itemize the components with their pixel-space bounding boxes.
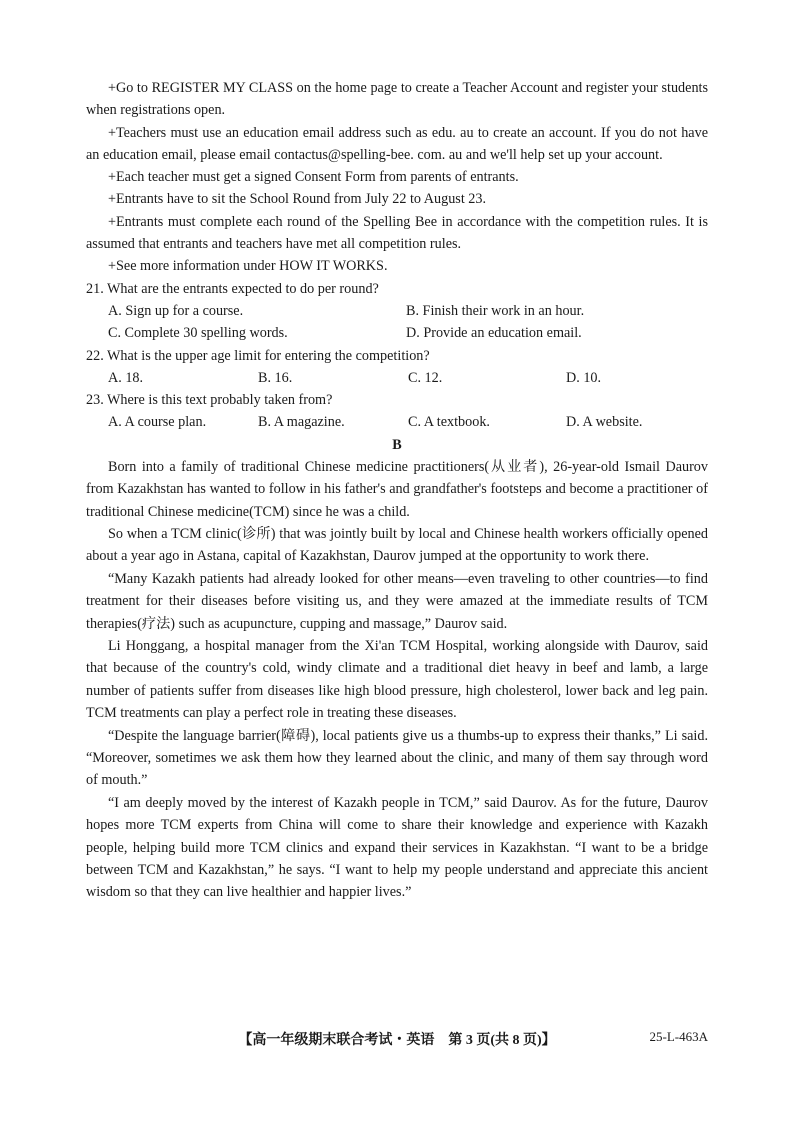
option-c: C. A textbook. bbox=[408, 414, 490, 431]
question-stem: 23. Where is this text probably taken from? bbox=[86, 392, 333, 409]
bullet-register-class: +Go to REGISTER MY CLASS on the home page to create a Teacher Account and register your students when registrations open. bbox=[86, 80, 708, 119]
option-d: D. 10. bbox=[566, 369, 602, 386]
option-b: B. 16. bbox=[258, 369, 293, 386]
question-options bbox=[86, 300, 708, 345]
passage-paragraph: “Despite the language barrier(障碍), local patients give us a thumbs-up to express their thanks,” Li said. “Moreover, sometimes we ask them how they learned about the clinic, and many of them say through word of mouth.” bbox=[86, 727, 708, 789]
option-d: D. A website. bbox=[566, 414, 643, 431]
option-d: D. Provide an education email. bbox=[406, 325, 582, 342]
bullet-school-round: +Entrants have to sit the School Round from July 22 to August 23. bbox=[108, 191, 487, 208]
option-a: A. A course plan. bbox=[108, 414, 207, 431]
option-b: B. Finish their work in an hour. bbox=[406, 302, 585, 319]
option-c: C. Complete 30 spelling words. bbox=[108, 325, 288, 342]
option-a: A. Sign up for a course. bbox=[108, 302, 244, 319]
question-options bbox=[86, 367, 708, 389]
bullet-more-info: +See more information under HOW IT WORKS. bbox=[108, 258, 388, 275]
question-21 bbox=[86, 278, 708, 345]
page-footer bbox=[0, 1029, 794, 1049]
question-stem: 22. What is the upper age limit for entering the competition? bbox=[86, 347, 430, 364]
option-a: A. 18. bbox=[108, 369, 144, 386]
option-b: B. A magazine. bbox=[258, 414, 345, 431]
bullet-consent-form: +Each teacher must get a signed Consent Form from parents of entrants. bbox=[108, 169, 519, 186]
question-stem: 21. What are the entrants expected to do per round? bbox=[86, 280, 379, 297]
section-b-heading: B bbox=[392, 436, 402, 453]
option-c: C. 12. bbox=[408, 369, 443, 386]
footer-code: 25-L-463A bbox=[649, 1029, 708, 1044]
footer-label: 【高一年级期末联合考试・英语 第 3 页(共 8 页)】 bbox=[238, 1033, 556, 1048]
question-options bbox=[86, 411, 708, 433]
passage-paragraph: “I am deeply moved by the interest of Kazakh people in TCM,” said Daurov. As for the future, Daurov hopes more TCM experts from China will come to share their knowledge and experience with Kazakh people, helping build more TCM clinics and expand their services in Kazakhstan. “I want to be a bridge between TCM and Kazakhstan,” he says. “I want to help my people understand and appreciate this ancient wisdom so that they can live healthier and happier lives.” bbox=[86, 794, 708, 901]
passage-paragraph: “Many Kazakh patients had already looked for other means—even traveling to other countries—to find treatment for their diseases before visiting us, and they were amazed at the immediate results of TCM therapies(疗法) such as acupuncture, cupping and massage,” Daurov said. bbox=[86, 570, 708, 632]
bullet-education-email: +Teachers must use an education email address such as edu. au to create an account. If you do not have an education email, please email contactus@spelling-bee. com. au and we'll help set up your account. bbox=[86, 124, 708, 163]
passage-paragraph: Li Honggang, a hospital manager from the Xi'an TCM Hospital, working alongside with Daurov, said that because of the country's cold, windy climate and a traditional diet heavy in beef and lamb, a large number of patients suffer from diseases like high blood pressure, high cholesterol, lower back and leg pain. TCM treatments can play a perfect role in treating these diseases. bbox=[86, 638, 708, 722]
passage-paragraph: So when a TCM clinic(诊所) that was jointly built by local and Chinese health workers officially opened about a year ago in Astana, capital of Kazakhstan, Daurov jumped at the opportunity to work there. bbox=[86, 525, 708, 565]
passage-paragraph: Born into a family of traditional Chinese medicine practitioners(从业者), 26-year-old Ismail Daurov from Kazakhstan has wanted to follow in his father's and grandfather's footsteps and become a practitioner of traditional Chinese medicine(TCM) since he was a child. bbox=[86, 458, 708, 520]
bullet-competition-rules: +Entrants must complete each round of the Spelling Bee in accordance with the competition rules. It is assumed that entrants and teachers have met all competition rules. bbox=[86, 213, 708, 253]
question-23 bbox=[86, 389, 708, 434]
question-22 bbox=[86, 345, 708, 390]
